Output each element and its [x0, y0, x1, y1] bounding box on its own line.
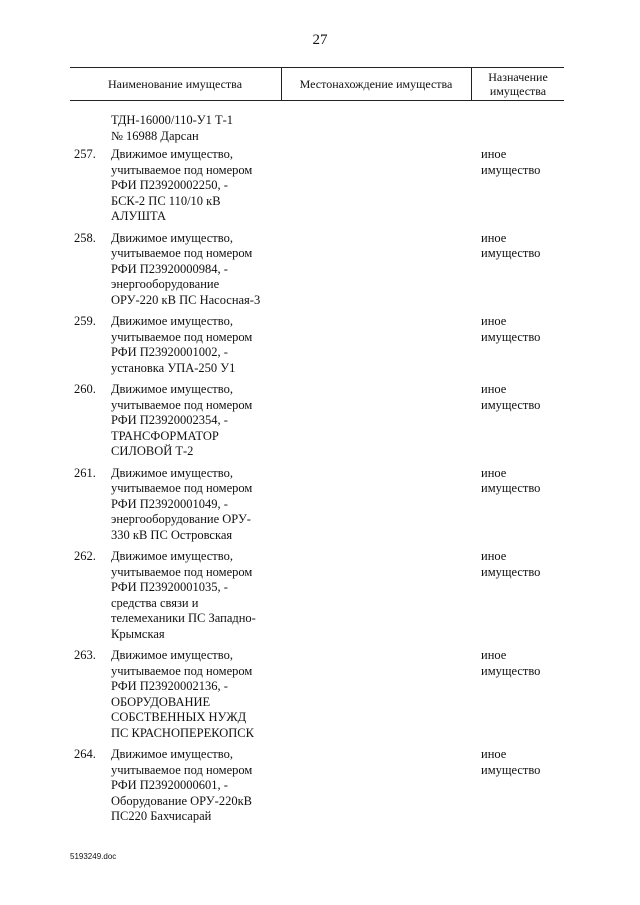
- column-header-purpose: Назначение имущества: [488, 70, 548, 98]
- table-row: [0, 314, 640, 376]
- property-description: Движимое имущество, учитываемое под номером РФИ П23920001035, - средства связи и телемеханики ПС Западно- Крымская: [111, 549, 256, 641]
- property-description: Движимое имущество, учитываемое под номером РФИ П23920001049, - энергооборудование ОРУ- 330 кВ ПС Островская: [111, 465, 253, 542]
- property-description: Движимое имущество, учитываемое под номером РФИ П23920001002, - установка УПА-250 У1: [111, 314, 253, 375]
- property-purpose: иное имущество: [481, 549, 541, 579]
- row-number: 264.: [74, 747, 96, 761]
- column-header-location: Местонахождение имущества: [299, 77, 453, 91]
- property-description: Движимое имущество, учитываемое под номером РФИ П23920002136, - ОБОРУДОВАНИЕ СОБСТВЕННЫХ НУЖД ПС КРАСНОПЕРЕКОПСК: [111, 648, 254, 740]
- continued-item-text: ТДН-16000/110-У1 Т-1 № 16988 Дарсан: [111, 113, 234, 143]
- row-number: 258.: [74, 230, 96, 245]
- property-purpose: иное имущество: [481, 747, 541, 777]
- table-row: [0, 147, 640, 225]
- row-number: 262.: [74, 549, 96, 563]
- table-header-rule: [70, 100, 564, 101]
- table-row: [0, 466, 640, 544]
- row-number: 260.: [74, 382, 96, 396]
- page-number: 27: [312, 32, 328, 48]
- property-description: Движимое имущество, учитываемое под номером РФИ П23920000984, - энергооборудование ОРУ-220 кВ ПС Насосная-3: [111, 230, 261, 307]
- property-purpose: иное имущество: [481, 230, 541, 260]
- property-purpose: иное имущество: [481, 382, 541, 412]
- table-top-rule: [70, 67, 564, 68]
- column-header-name: Наименование имущества: [107, 77, 243, 91]
- property-description: Движимое имущество, учитываемое под номером РФИ П23920002250, - БСК-2 ПС 110/10 кВ АЛУШТА: [111, 147, 253, 223]
- table-row: [0, 648, 640, 741]
- table-row: [0, 231, 640, 309]
- table-row: [0, 747, 640, 825]
- document-filename: 5193249.doc: [70, 852, 117, 861]
- table-row: [0, 382, 640, 460]
- row-number: 261.: [74, 465, 96, 480]
- property-purpose: иное имущество: [481, 648, 541, 678]
- property-purpose: иное имущество: [481, 147, 541, 177]
- table-row: [0, 549, 640, 642]
- property-purpose: иное имущество: [481, 314, 541, 344]
- property-description: Движимое имущество, учитываемое под номером РФИ П23920000601, - Оборудование ОРУ-220кВ ПС220 Бахчисарай: [111, 747, 253, 823]
- property-table-body: [0, 147, 640, 831]
- property-purpose: иное имущество: [481, 465, 541, 495]
- row-number: 257.: [74, 147, 96, 161]
- row-number: 263.: [74, 648, 96, 662]
- row-number: 259.: [74, 314, 96, 328]
- property-description: Движимое имущество, учитываемое под номером РФИ П23920002354, - ТРАНСФОРМАТОР СИЛОВОЙ Т-2: [111, 382, 253, 458]
